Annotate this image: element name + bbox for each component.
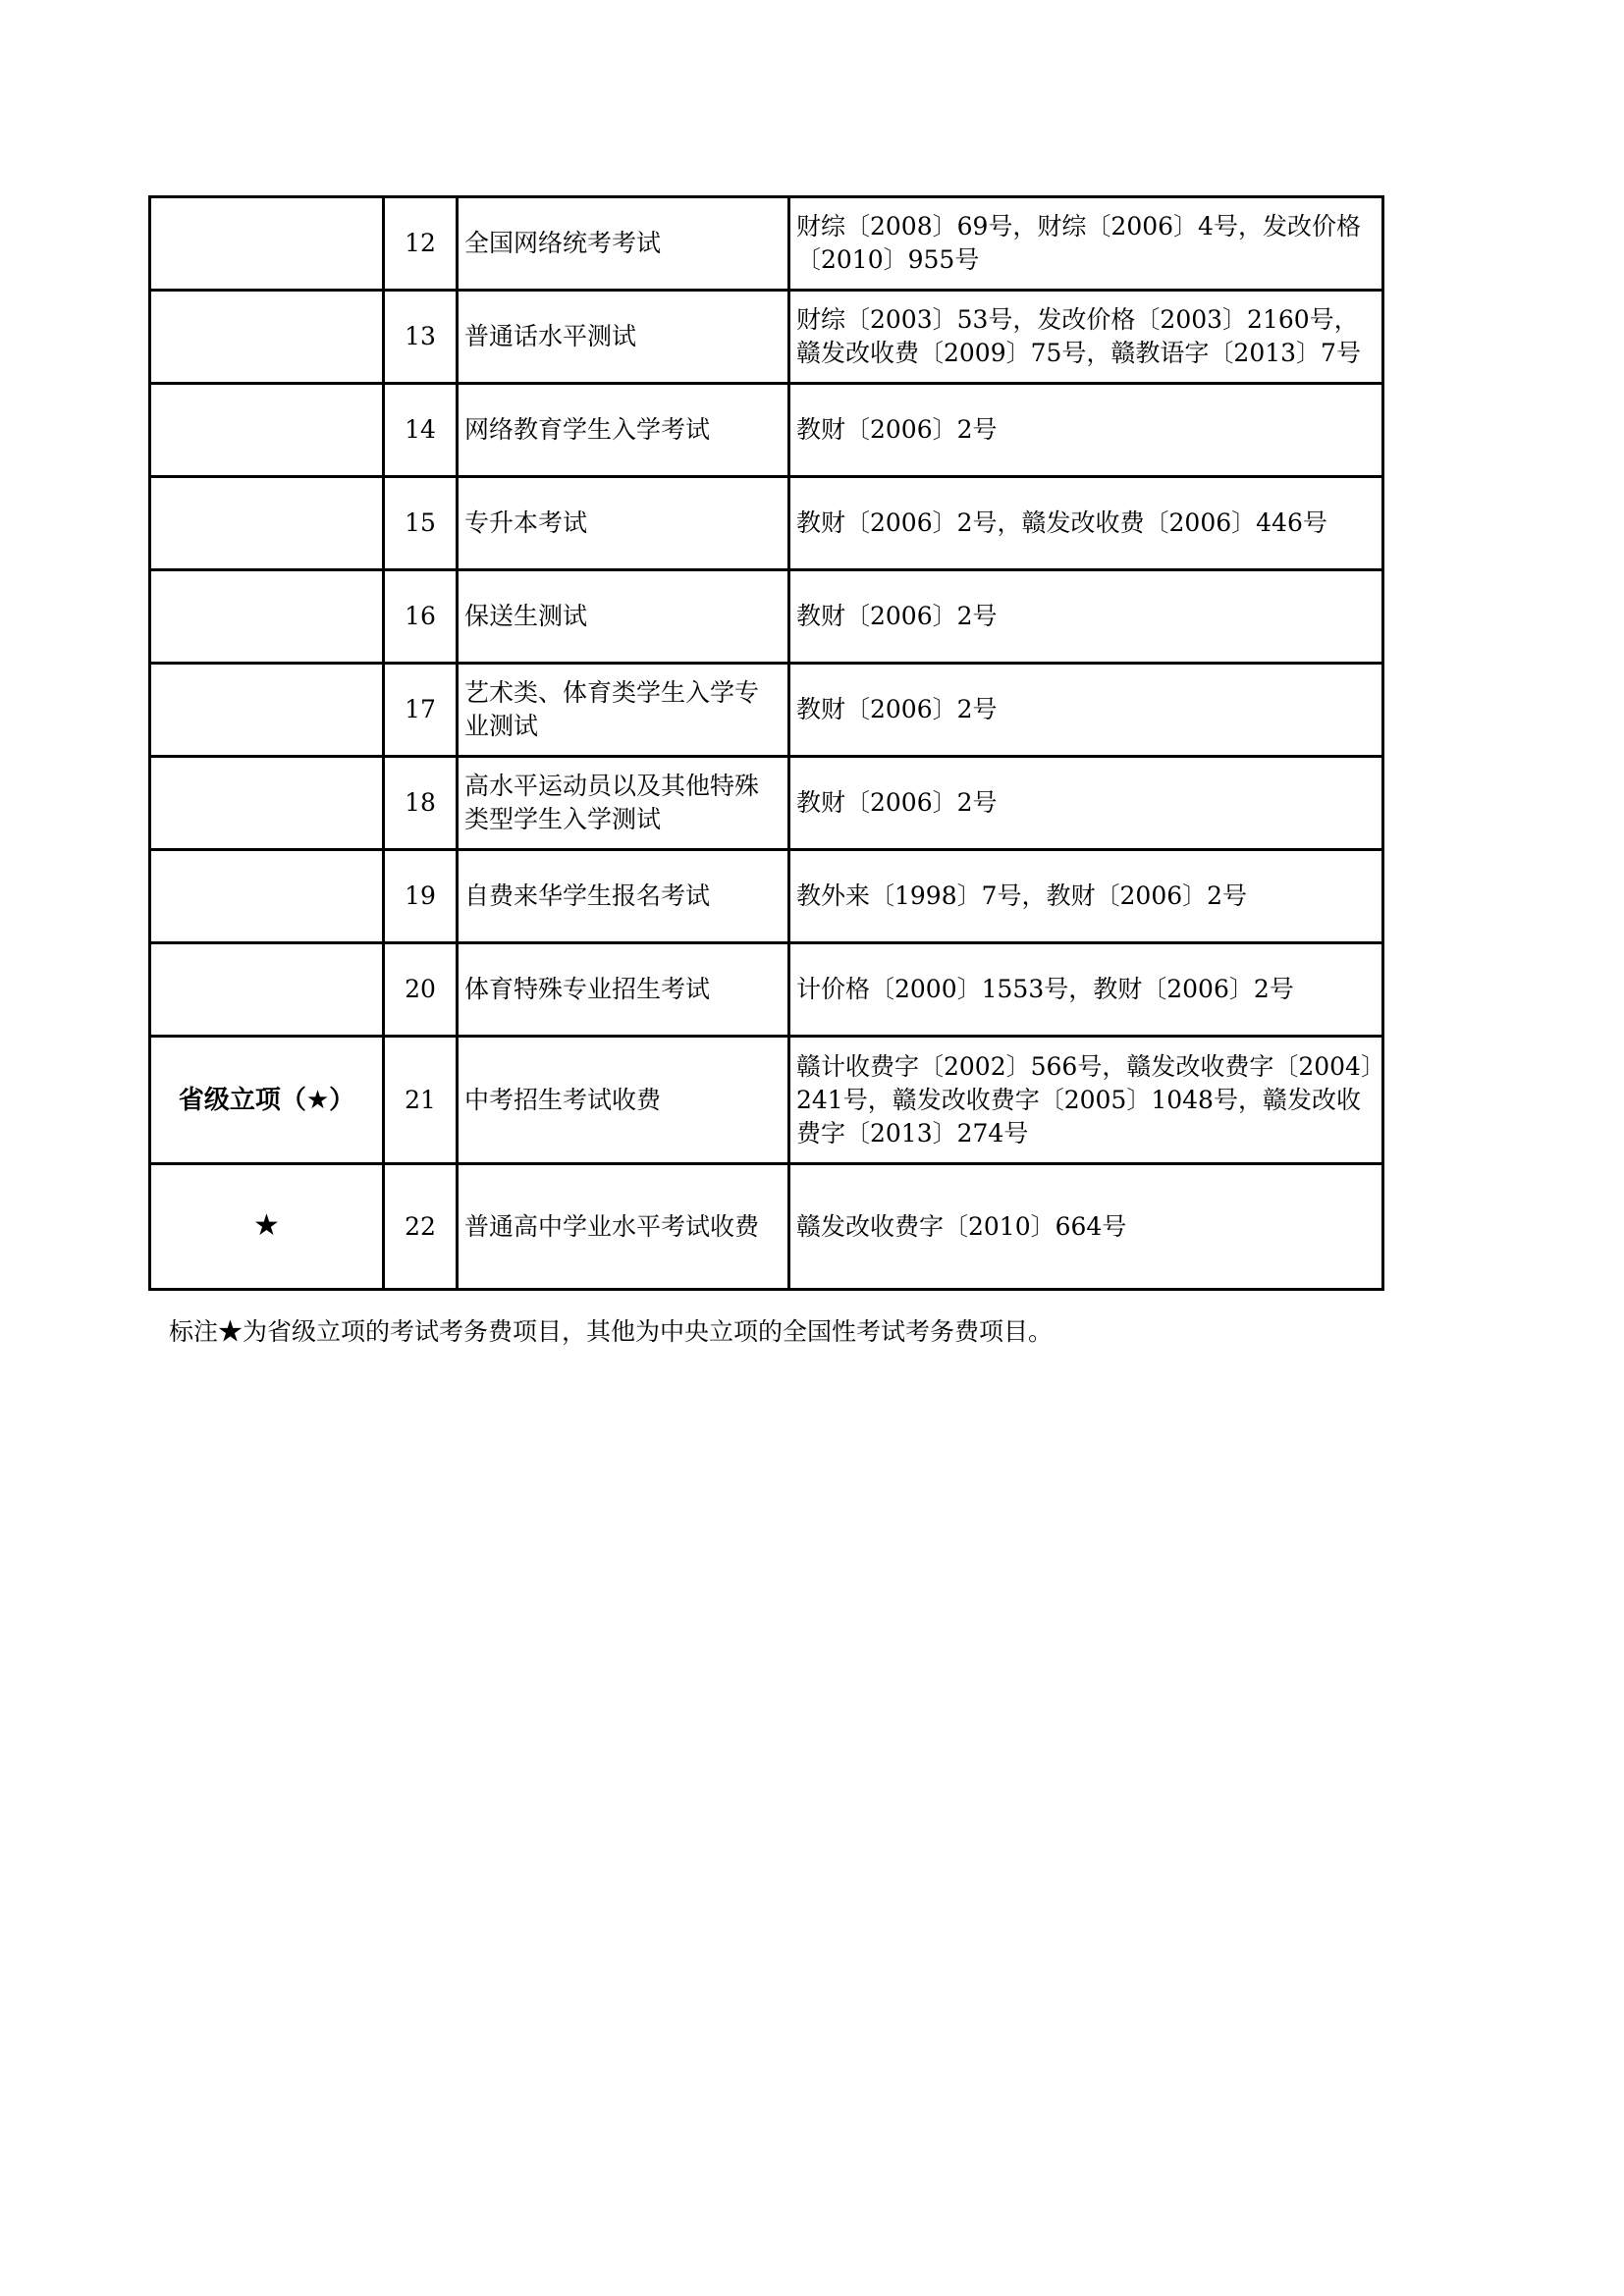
table-footnote: 标注★为省级立项的考试考务费项目，其他为中央立项的全国性考试考务费项目。 bbox=[169, 1317, 1054, 1346]
table-row bbox=[150, 757, 1383, 850]
exam-name: 普通高中学业水平考试收费 bbox=[458, 1164, 789, 1290]
exam-name: 全国网络统考考试 bbox=[458, 197, 789, 291]
category-cell bbox=[150, 664, 384, 757]
category-cell bbox=[150, 477, 384, 570]
exam-fee-table bbox=[148, 195, 1384, 1291]
table-row bbox=[150, 291, 1383, 384]
category-cell bbox=[150, 570, 384, 664]
fee-basis: 教财〔2006〕2号，赣发改收费〔2006〕446号 bbox=[789, 477, 1383, 570]
fee-basis: 赣发改收费字〔2010〕664号 bbox=[789, 1164, 1383, 1290]
table-row bbox=[150, 477, 1383, 570]
star-icon: ★ bbox=[253, 1208, 280, 1243]
fee-basis: 教财〔2006〕2号 bbox=[789, 757, 1383, 850]
exam-name: 体育特殊专业招生考试 bbox=[458, 943, 789, 1037]
table-row bbox=[150, 570, 1383, 664]
item-number: 22 bbox=[384, 1164, 458, 1290]
fee-basis: 财综〔2008〕69号，财综〔2006〕4号，发改价格〔2010〕955号 bbox=[789, 197, 1383, 291]
category-cell bbox=[150, 757, 384, 850]
category-cell bbox=[150, 291, 384, 384]
table-row bbox=[150, 664, 1383, 757]
table-row bbox=[150, 384, 1383, 477]
category-cell bbox=[150, 197, 384, 291]
category-cell bbox=[150, 1164, 384, 1290]
item-number: 18 bbox=[384, 757, 458, 850]
fee-basis: 教财〔2006〕2号 bbox=[789, 384, 1383, 477]
table-row bbox=[150, 943, 1383, 1037]
fee-basis: 计价格〔2000〕1553号，教财〔2006〕2号 bbox=[789, 943, 1383, 1037]
item-number: 14 bbox=[384, 384, 458, 477]
item-number: 12 bbox=[384, 197, 458, 291]
exam-name: 自费来华学生报名考试 bbox=[458, 850, 789, 943]
item-number: 21 bbox=[384, 1037, 458, 1164]
exam-name: 保送生测试 bbox=[458, 570, 789, 664]
fee-basis: 财综〔2003〕53号，发改价格〔2003〕2160号，赣发改收费〔2009〕75号，赣教语字〔2013〕7号 bbox=[789, 291, 1383, 384]
fee-basis: 赣计收费字〔2002〕566号，赣发改收费字〔2004〕241号，赣发改收费字〔2005〕1048号，赣发改收费字〔2013〕274号 bbox=[789, 1037, 1383, 1164]
item-number: 13 bbox=[384, 291, 458, 384]
table-row bbox=[150, 197, 1383, 291]
fee-basis: 教财〔2006〕2号 bbox=[789, 664, 1383, 757]
fee-basis: 教财〔2006〕2号 bbox=[789, 570, 1383, 664]
exam-name: 高水平运动员以及其他特殊类型学生入学测试 bbox=[458, 757, 789, 850]
exam-name: 普通话水平测试 bbox=[458, 291, 789, 384]
item-number: 15 bbox=[384, 477, 458, 570]
category-cell bbox=[150, 850, 384, 943]
item-number: 20 bbox=[384, 943, 458, 1037]
exam-name: 中考招生考试收费 bbox=[458, 1037, 789, 1164]
exam-name: 网络教育学生入学考试 bbox=[458, 384, 789, 477]
item-number: 17 bbox=[384, 664, 458, 757]
exam-name: 专升本考试 bbox=[458, 477, 789, 570]
table-row bbox=[150, 850, 1383, 943]
exam-name: 艺术类、体育类学生入学专业测试 bbox=[458, 664, 789, 757]
item-number: 19 bbox=[384, 850, 458, 943]
table-row bbox=[150, 1164, 1383, 1290]
fee-basis: 教外来〔1998〕7号，教财〔2006〕2号 bbox=[789, 850, 1383, 943]
item-number: 16 bbox=[384, 570, 458, 664]
table-row bbox=[150, 1037, 1383, 1164]
category-cell bbox=[150, 943, 384, 1037]
category-cell bbox=[150, 384, 384, 477]
category-cell: 省级立项（★） bbox=[150, 1037, 384, 1164]
